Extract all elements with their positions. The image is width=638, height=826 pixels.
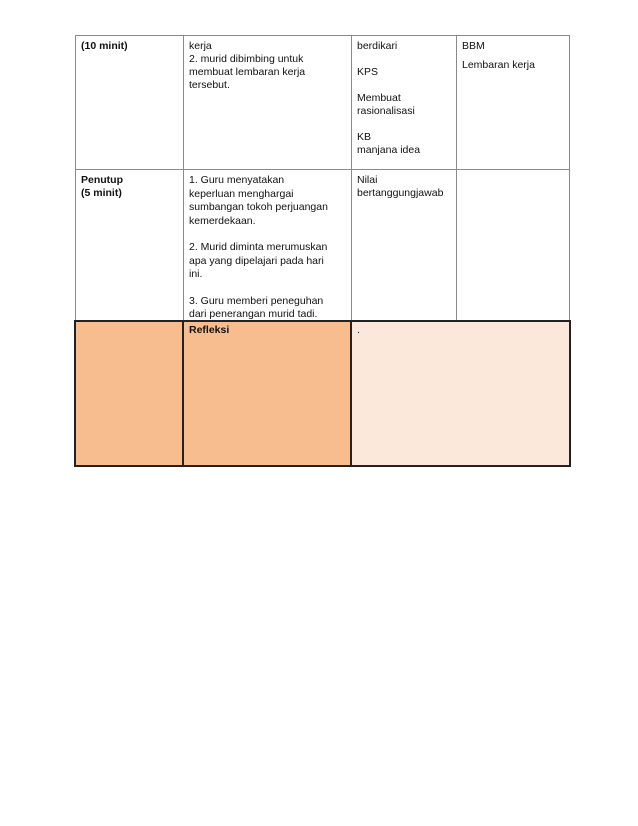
value-line: berdikari [357,40,398,52]
activity-line: 2. Murid diminta merumuskan [189,241,328,253]
value-line: manjana idea [357,144,421,156]
time-label: (5 minit) [81,187,122,199]
row1-resources-cell [462,40,535,72]
row2-values-cell [357,174,443,200]
row-divider [75,169,570,170]
activity-line: ini. [189,268,203,280]
reflection-divider-1 [182,320,184,467]
activity-line: dari penerangan murid tadi. [189,308,318,320]
reflection-cell-empty [75,321,183,466]
col-divider-3 [456,35,457,321]
activity-line: 2. murid dibimbing untuk [189,53,304,65]
table-top-border [75,35,570,36]
row1-time-cell [81,40,128,53]
reflection-label: Refleksi [189,324,230,336]
activity-line: kerja [189,40,212,52]
row2-time-cell [81,174,123,200]
value-line: Nilai [357,174,378,186]
reflection-value-cell [351,321,569,466]
col-divider-1 [183,35,184,321]
reflection-label-cell [183,321,351,466]
activity-line: apa yang dipelajari pada hari [189,254,324,267]
time-label: (10 minit) [81,40,128,52]
stage-label: Penutup [81,174,123,186]
row1-values-cell [357,40,420,157]
value-line: Membuat [357,92,401,104]
reflection-right-border [569,320,571,467]
value-line: KPS [357,66,379,78]
activity-line: membuat lembaran kerja [189,66,306,78]
value-line: bertanggungjawab [357,187,444,199]
col-divider-left [75,35,76,321]
activity-line: 1. Guru menyatakan [189,174,285,186]
reflection-divider-2 [350,320,352,467]
resource-line: Lembaran kerja [462,59,535,71]
value-line: KB [357,131,372,143]
activity-line: sumbangan tokoh perjuangan [189,201,328,213]
activity-line: kemerdekaan. [189,214,256,227]
activity-line: tersebut. [189,79,230,91]
row2-activity-cell [189,174,328,322]
reflection-bottom-border [74,465,571,467]
resource-line: BBM [462,40,485,52]
value-line: rasionalisasi [357,105,415,117]
col-divider-2 [351,35,352,321]
col-divider-right [569,35,570,321]
reflection-value: . [357,324,360,336]
row1-activity-cell [189,40,305,92]
activity-line: 3. Guru memberi peneguhan [189,294,324,307]
reflection-left-border [74,320,76,467]
activity-line: keperluan menghargai [189,187,294,200]
